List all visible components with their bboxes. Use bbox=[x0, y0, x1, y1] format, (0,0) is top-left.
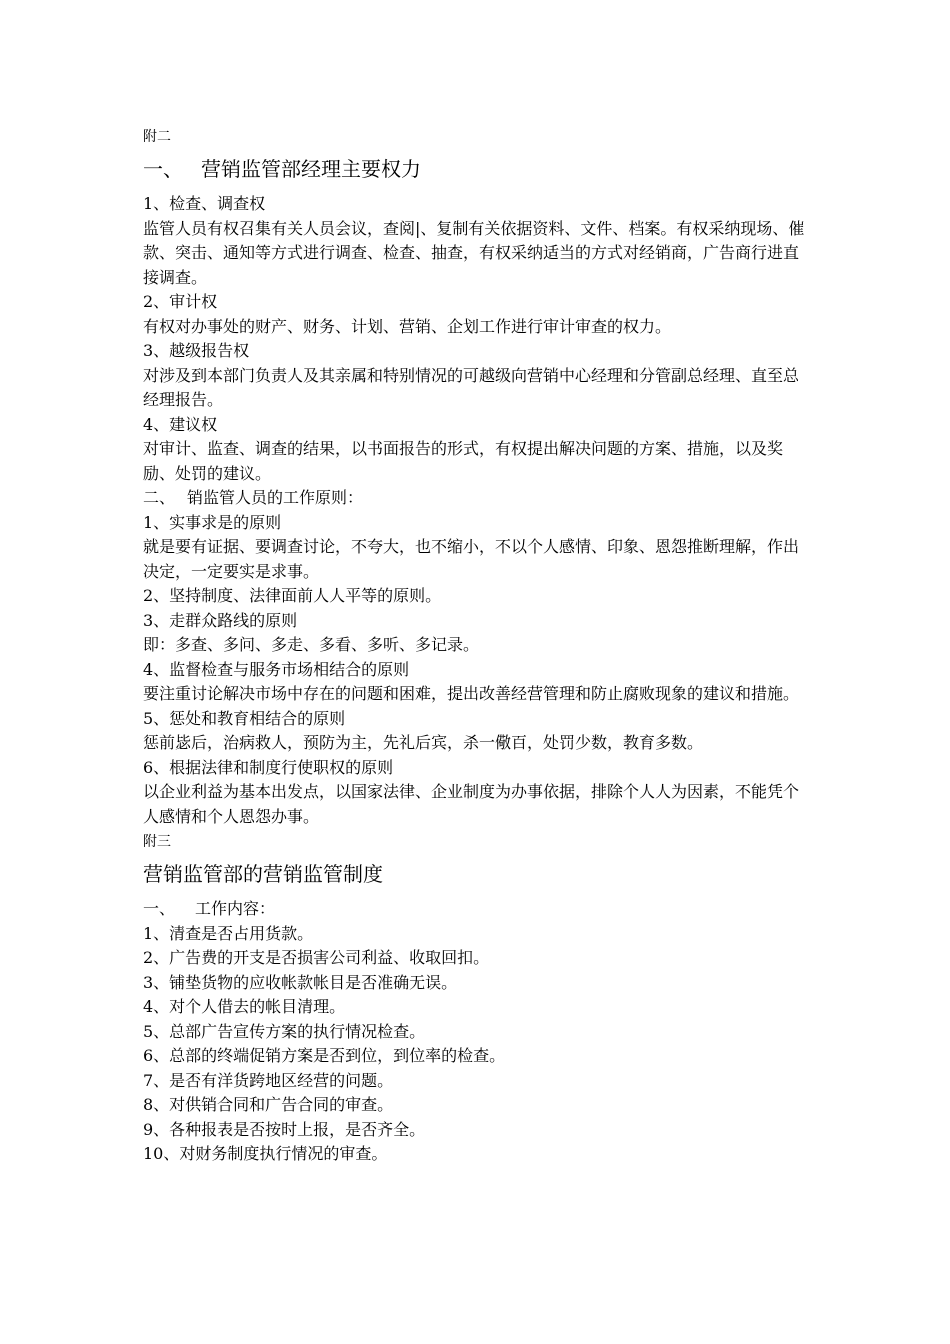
principle-heading: 4、监督检查与服务市场相结合的原则 bbox=[143, 659, 410, 679]
document-page bbox=[143, 126, 813, 1167]
right-body: 监管人员有权召集有关人员会议，查阅|、复制有关依据资料、文件、档案。有权采纳现场、催款、突击、通知等方式进行调查、检查、抽查，有权采纳适当的方式对经销商，广告商行进直接调查。 bbox=[143, 218, 805, 287]
principle-body: 就是要有证据、要调查讨论，不夸大，也不缩小，不以个人感情、印象、恩怨推断理解，作出决定，一定要实是求事。 bbox=[143, 537, 800, 581]
appendix-2-label: 附二 bbox=[143, 129, 171, 145]
principle-body: 惩前毖后，治病救人，预防为主，先礼后宾，杀一儆百，处罚少数，教育多数。 bbox=[143, 733, 704, 752]
principle-body: 即：多查、多问、多走、多看、多听、多记录。 bbox=[143, 635, 480, 654]
list-item: 9、各种报表是否按时上报，是否齐全。 bbox=[143, 1119, 426, 1139]
list-item: 2、广告费的开支是否损害公司利益、收取回扣。 bbox=[143, 948, 490, 967]
principle-heading: 2、坚持制度、法律面前人人平等的原则。 bbox=[143, 586, 442, 605]
list-item: 1、清查是否占用货款。 bbox=[143, 923, 314, 943]
right-2 bbox=[143, 290, 813, 339]
right-heading: 2、审计权 bbox=[143, 292, 218, 311]
list-item: 7、是否有洋货跨地区经营的问题。 bbox=[143, 1070, 394, 1090]
right-heading: 4、建议权 bbox=[143, 414, 218, 434]
section-number: 一、 bbox=[143, 899, 176, 918]
principle-heading: 5、惩处和教育相结合的原则 bbox=[143, 708, 346, 728]
appendix-2-title bbox=[143, 154, 813, 184]
principle-4 bbox=[143, 658, 813, 707]
list-item: 10、对财务制度执行情况的审查。 bbox=[143, 1144, 388, 1163]
list-item: 5、总部广告宣传方案的执行情况检查。 bbox=[143, 1021, 426, 1041]
section-number: 二、 bbox=[143, 488, 176, 507]
right-body: 有权对办事处的财产、财务、计划、营销、企划工作进行审计审查的权力。 bbox=[143, 316, 672, 336]
list-item: 3、铺垫货物的应收帐款帐目是否准确无误。 bbox=[143, 972, 458, 992]
appendix-3-label: 附三 bbox=[143, 834, 171, 850]
work-content-heading bbox=[143, 897, 813, 922]
principle-heading: 1、实事求是的原则 bbox=[143, 512, 282, 532]
section-2-heading bbox=[143, 486, 813, 511]
right-3 bbox=[143, 339, 813, 413]
principle-heading: 6、根据法律和制度行使职权的原则 bbox=[143, 757, 394, 777]
title-number: 一、 bbox=[143, 157, 183, 181]
right-1 bbox=[143, 192, 813, 290]
principle-body: 以企业利益为基本出发点，以国家法律、企业制度为办事依据，排除个人人为因素，不能凭个人感情和个人恩怨办事。 bbox=[143, 782, 800, 826]
section-title: 工作内容： bbox=[195, 899, 276, 918]
list-item: 4、对个人借去的帐目清理。 bbox=[143, 997, 346, 1016]
right-body: 对涉及到本部门负责人及其亲属和特别情况的可越级向营销中心经理和分管副总经理、直至总经理报告。 bbox=[143, 365, 800, 409]
principle-body: 要注重讨论解决市场中存在的问题和困难，提出改善经营管理和防止腐败现象的建议和措施。 bbox=[143, 684, 800, 703]
principle-5 bbox=[143, 707, 813, 756]
right-heading: 1、检查、调查权 bbox=[143, 194, 266, 213]
title-text: 营销监管部经理主要权力 bbox=[201, 157, 421, 181]
principle-1 bbox=[143, 511, 813, 585]
right-heading: 3、越级报告权 bbox=[143, 341, 250, 360]
principle-6 bbox=[143, 756, 813, 830]
principle-3 bbox=[143, 609, 813, 658]
list-item: 6、总部的终端促销方案是否到位，到位率的检查。 bbox=[143, 1046, 506, 1065]
section-title: 销监管人员的工作原则： bbox=[187, 488, 364, 507]
principle-2 bbox=[143, 584, 813, 609]
right-body: 对审计、监查、调查的结果，以书面报告的形式，有权提出解决问题的方案、措施，以及奖励、处罚的建议。 bbox=[143, 439, 784, 483]
principle-heading: 3、走群众路线的原则 bbox=[143, 610, 298, 630]
right-4 bbox=[143, 413, 813, 487]
appendix-3-title: 营销监管部的营销监管制度 bbox=[143, 862, 383, 886]
list-item: 8、对供销合同和广告合同的审查。 bbox=[143, 1095, 394, 1114]
